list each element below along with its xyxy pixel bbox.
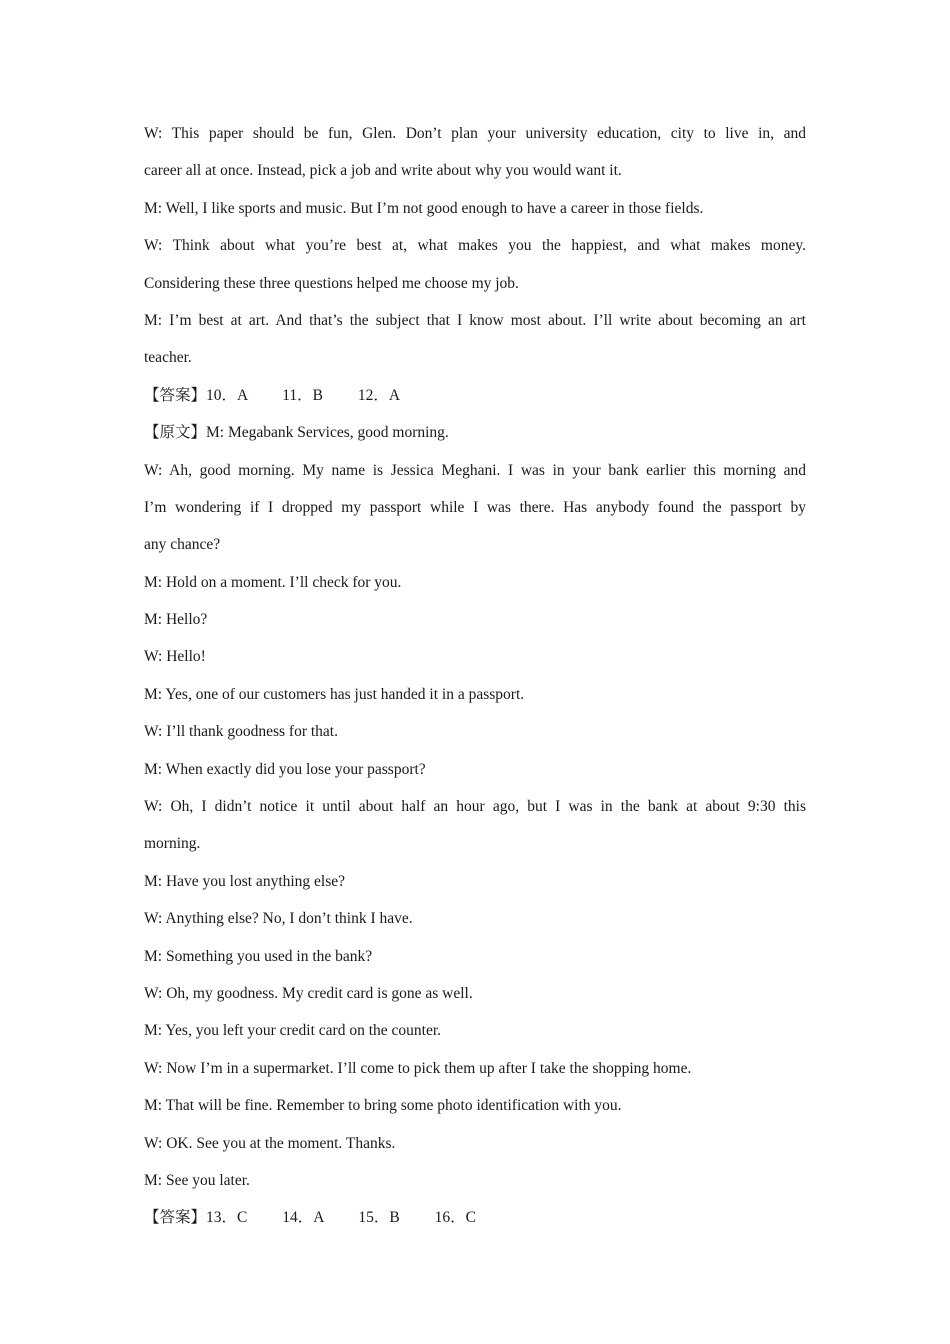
text-line: M: That will be fine. Remember to bring some photo identification with you. [144, 1097, 622, 1115]
text-line: career all at once. Instead, pick a job and write about why you would want it. [144, 162, 622, 180]
text-line: W: Now I’m in a supermarket. I’ll come to pick them up after I take the shopping home. [144, 1059, 692, 1077]
answer-line: 【答案】10．A 11．B 12．A [144, 386, 401, 404]
text-line: M: Yes, you left your credit card on the counter. [144, 1022, 442, 1040]
text-line: M: See you later. [144, 1171, 250, 1189]
text-line: any chance? [144, 536, 221, 554]
text-line: W: I’ll thank goodness for that. [144, 723, 338, 741]
text-line: Considering these three questions helped me choose my job. [144, 274, 519, 292]
transcript-header-line: 【原文】M: Megabank Services, good morning. [144, 424, 449, 442]
text-line: W: Hello! [144, 648, 206, 666]
text-line: W: OK. See you at the moment. Thanks. [144, 1134, 396, 1152]
text-line: W: Ah, good morning. My name is Jessica Meghani. I was in your bank earlier this morning and [144, 461, 806, 479]
text-line: M: Have you lost anything else? [144, 872, 346, 890]
text-line: M: Well, I like sports and music. But I’m not good enough to have a career in those fields. [144, 199, 704, 217]
text-line: W: Oh, I didn’t notice it until about half an hour ago, but I was in the bank at about 9:30 this [144, 798, 806, 816]
text-line: teacher. [144, 349, 192, 367]
answer-line: 【答案】13．C 14．A 15．B 16．C [144, 1209, 476, 1227]
text-line: M: Hello? [144, 611, 208, 629]
text-line: M: Yes, one of our customers has just handed it in a passport. [144, 685, 525, 703]
text-line: I’m wondering if I dropped my passport while I was there. Has anybody found the passport by [144, 498, 806, 516]
text-line: M: Hold on a moment. I’ll check for you. [144, 573, 402, 591]
text-line: M: Something you used in the bank? [144, 947, 373, 965]
text-line: W: Oh, my goodness. My credit card is gone as well. [144, 984, 473, 1002]
text-line: M: I’m best at art. And that’s the subject that I know most about. I’ll write about becoming an art [144, 311, 806, 329]
text-line: M: When exactly did you lose your passport? [144, 760, 426, 778]
text-line: W: This paper should be fun, Glen. Don’t plan your university education, city to live in, and [144, 125, 806, 142]
text-line: W: Think about what you’re best at, what makes you the happiest, and what makes money. [144, 237, 806, 255]
text-line: morning. [144, 835, 201, 853]
text-line: W: Anything else? No, I don’t think I have. [144, 910, 413, 928]
document-page [144, 115, 806, 1237]
